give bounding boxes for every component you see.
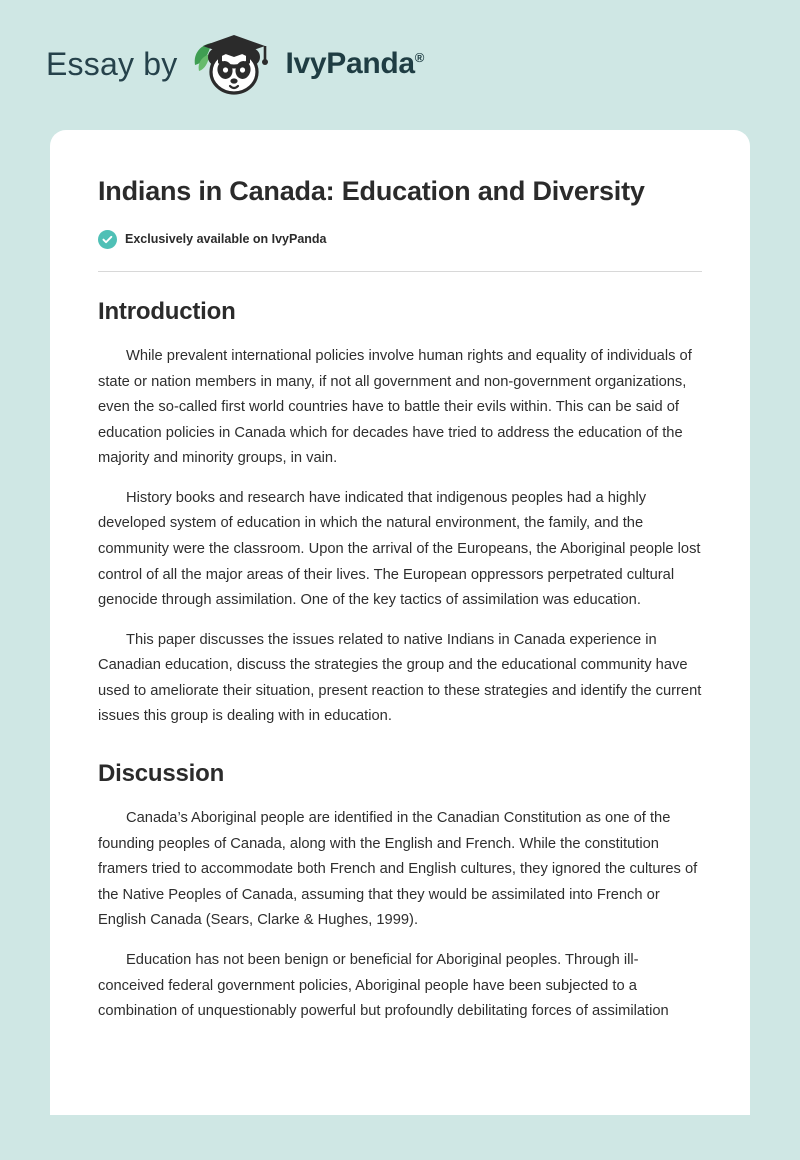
exclusivity-badge <box>98 230 702 249</box>
document-card <box>50 130 750 1115</box>
panda-graduate-icon <box>189 29 277 99</box>
paragraph: While prevalent international policies involve human rights and equality of individuals of state or nation members in many, if not all government and non-government organizations, even the so-called first world countries have to battle their evils within. This can be said of education policies in Canada which for decades have tried to address the education of the majority and minority groups, in vain. <box>98 347 692 467</box>
title-divider <box>98 271 702 272</box>
paragraph: Canada’s Aboriginal people are identified in the Canadian Constitution as one of the founding peoples of Canada, along with the English and French. While the constitution framers tried to accommodate both French and English cultures, they ignored the cultures of the Native Peoples of Canada, assuming that they would be assimilated into French or English Canada (Sears, Clarke & Hughes, 1999). <box>98 810 698 929</box>
paragraph: History books and research have indicated that indigenous peoples had a highly developed system of education in which the natural environment, the family, and the community were the classroom. Upon the arrival of the Europeans, the Aboriginal people lost control of all the major areas of their lives. The European oppressors perpetrated cultural genocide through assimilation. One of the key tactics of assimilation was education. <box>98 489 701 609</box>
check-circle-icon <box>98 230 117 249</box>
brand-name <box>285 47 424 81</box>
paragraph: Education has not been benign or beneficial for Aboriginal peoples. Through ill-conceived federal government policies, Aboriginal people have been subjected to a combination of unquestionably powerful but profoundly debilitating forces of assimilation <box>98 951 669 1020</box>
header-branding <box>46 29 424 99</box>
page-title: Indians in Canada: Education and Diversity <box>98 176 645 206</box>
page-header <box>0 0 800 128</box>
brand-label: IvyPanda <box>285 47 415 80</box>
section-heading-introduction: Introduction <box>98 297 236 325</box>
paragraph: This paper discusses the issues related to native Indians in Canada experience in Canadian education, discuss the strategies the group and the educational community have used to ameliorate their situation, present reaction to these strategies and identify the current issues this group is dealing with in education. <box>98 631 702 725</box>
brand-registered-mark: ® <box>414 50 425 65</box>
exclusivity-label: Exclusively available on IvyPanda <box>125 232 327 247</box>
section-heading-discussion: Discussion <box>98 760 225 788</box>
essay-by-label: Essay by <box>46 45 178 82</box>
ivypanda-logo <box>189 29 424 99</box>
